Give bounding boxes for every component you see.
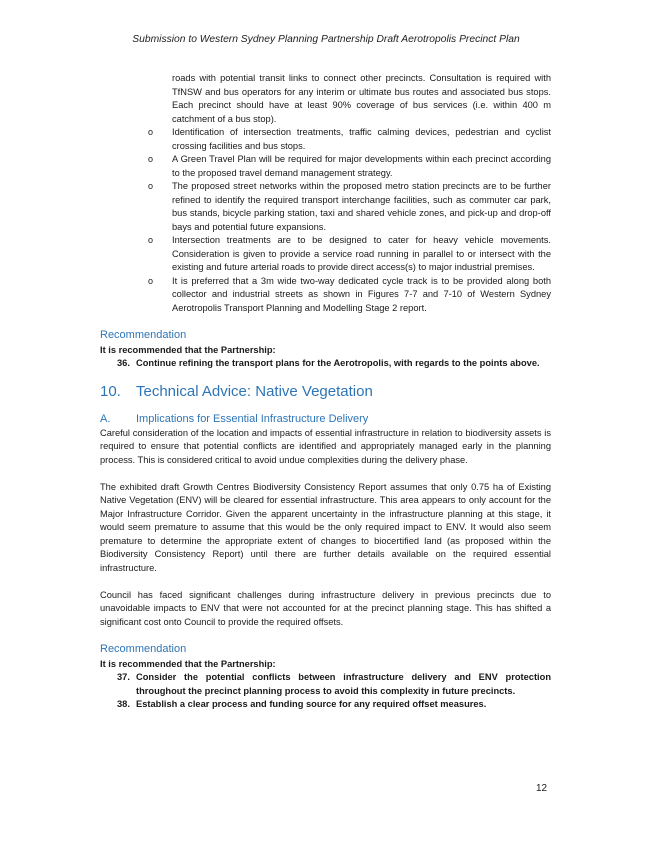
recommendation-text: Continue refining the transport plans for the Aerotropolis, with regards to the points above. — [136, 358, 540, 368]
section-title: Technical Advice: Native Vegetation — [136, 382, 373, 400]
body-paragraph: Council has faced significant challenges during infrastructure delivery in previous precincts due to unavoidable impacts to ENV that were not accounted for at the precinct planning stage. This has shifted a significant cost onto Council to provide the required offsets. — [100, 589, 551, 627]
bullet-text: A Green Travel Plan will be required for major developments within each precinct according to the proposed travel demand management strategy. — [172, 154, 551, 178]
bullet-text: Identification of intersection treatments, traffic calming devices, pedestrian and cyclist crossing facilities and bus stops. — [172, 127, 551, 151]
continuation-paragraph: roads with potential transit links to connect other precincts. Consultation is required with TfNSW and bus operators for any interim or ultimate bus routes and associated bus stops. Each precinct should have at least 90% coverage of bus services (i.e. within 400 m catchment of a bus stop). — [172, 73, 551, 124]
subsection-heading — [100, 413, 551, 427]
bullet-item — [100, 180, 551, 234]
bullet-marker-icon: o — [148, 181, 154, 191]
bullet-item — [100, 275, 551, 316]
recommendation-list — [100, 357, 551, 371]
bullet-marker-icon: o — [148, 235, 154, 245]
bullet-list — [100, 126, 551, 315]
bullet-marker-icon: o — [148, 127, 154, 137]
section-number: 10. — [100, 382, 121, 400]
recommendation-text: Consider the potential conflicts between infrastructure delivery and ENV protection throughout the precinct planning process to avoid this complexity in future precincts. — [136, 672, 551, 696]
recommendation-number: 37. — [117, 672, 130, 682]
subsection-title: Implications for Essential Infrastructure Delivery — [136, 413, 369, 425]
bullet-item — [100, 234, 551, 275]
recommendation-item — [100, 671, 551, 698]
recommendation-heading: Recommendation — [100, 329, 187, 341]
recommendation-list — [100, 671, 551, 712]
recommendation-item — [100, 357, 551, 371]
bullet-item — [100, 126, 551, 153]
subsection-letter: A. — [100, 413, 111, 425]
page-number: 12 — [536, 783, 548, 794]
recommendation-text: Establish a clear process and funding source for any required offset measures. — [136, 699, 487, 709]
body-paragraph: The exhibited draft Growth Centres Biodiversity Consistency Report assumes that only 0.75 ha of Existing Native Vegetation (ENV) will be cleared for essential infrastructure. This area appears to only account for the Major Infrastructure Corridor. Given the apparent uncertainty in the infrastructure planning at this stage, it would seem premature to assume that this would be the only required impact to ENV. It would also seem premature to determine the appropriate extent of changes to biocertified land (as proposed within the Biodiversity Consistency Report) until there are further details available on the required essential infrastructure. — [100, 481, 551, 573]
bullet-marker-icon: o — [148, 154, 154, 164]
bullet-text: Intersection treatments are to be designed to cater for heavy vehicle movements. Consideration is given to provide a service road running in parallel to or intersect with the existing and future arterial roads to provide direct access(s) to major industrial premises. — [172, 235, 551, 272]
body-paragraph: Careful consideration of the location and impacts of essential infrastructure in relation to biodiversity assets is required to ensure that potential conflicts are identified and appropriately managed early in the planning process. This is considered critical to avoid undue complexities during the delivery phase. — [100, 427, 551, 465]
recommendation-intro: It is recommended that the Partnership: — [100, 344, 276, 355]
recommendation-intro: It is recommended that the Partnership: — [100, 658, 276, 669]
bullet-text: It is preferred that a 3m wide two-way dedicated cycle track is to be provided along both collector and industrial streets as shown in Figures 7-7 and 7-10 of Western Sydney Aerotropolis Transport Planning and Modelling Stage 2 report. — [172, 275, 551, 313]
bullet-marker-icon: o — [148, 275, 154, 286]
recommendation-number: 38. — [117, 699, 130, 709]
recommendation-heading: Recommendation — [100, 643, 187, 655]
recommendation-number: 36. — [117, 358, 130, 368]
page-header: Submission to Western Sydney Planning Partnership Draft Aerotropolis Precinct Plan — [132, 34, 520, 45]
page-content — [100, 72, 551, 712]
bullet-text: The proposed street networks within the proposed metro station precincts are to be further refined to identify the required transport interchange facilities, such as commuter car park, bus stands, bicycle parking station, taxi and shared vehicle zones, and pick-up and drop-off bays and potential future expansions. — [172, 181, 551, 232]
recommendation-item — [100, 698, 551, 712]
bullet-item — [100, 153, 551, 180]
section-heading — [100, 382, 551, 400]
